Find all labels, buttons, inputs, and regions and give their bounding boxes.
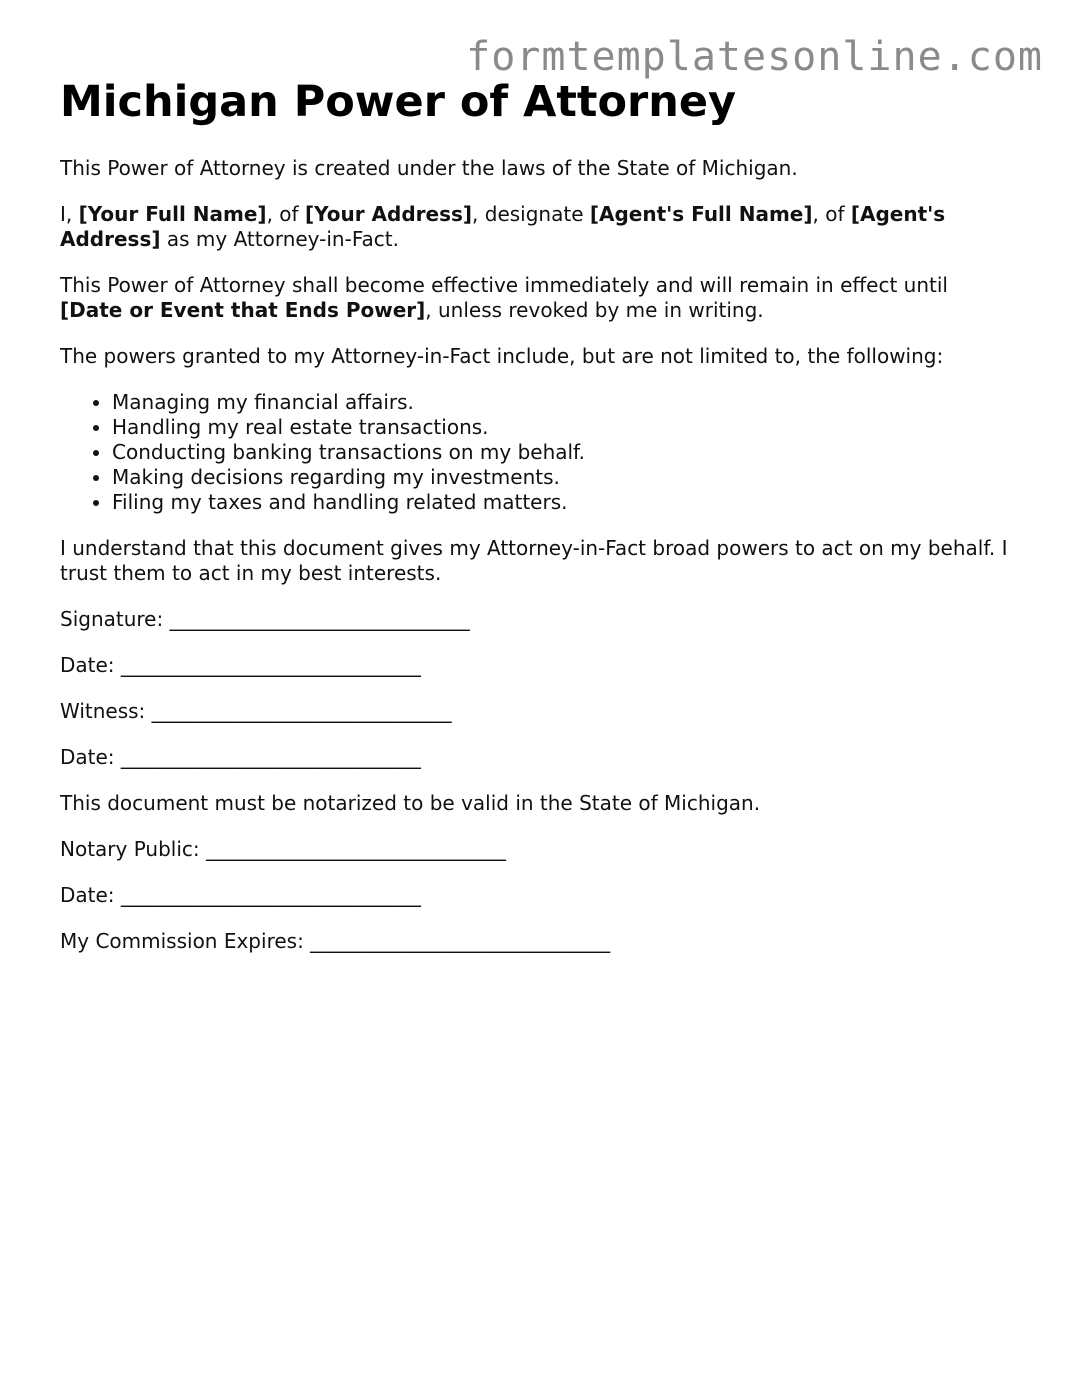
designation-paragraph xyxy=(60,202,1010,252)
principal-address-placeholder: [Your Address] xyxy=(304,202,473,226)
powers-list xyxy=(60,390,1010,515)
list-item: • Handling my real estate transactions. xyxy=(112,415,1010,440)
designation-text-3: , designate xyxy=(472,202,590,226)
list-item: • Making decisions regarding my investments. xyxy=(112,465,1010,490)
agent-address-placeholder: [Agent's Address] xyxy=(60,202,946,251)
designation-text-4: , of xyxy=(812,202,851,226)
designation-text-5: as my Attorney-in-Fact. xyxy=(160,227,399,251)
signature-line: Signature: ______________________________ xyxy=(60,607,470,631)
agent-name-placeholder: [Agent's Full Name] xyxy=(589,202,813,226)
commission-expires-line: My Commission Expires: ______________________________ xyxy=(60,929,611,953)
document-body xyxy=(60,74,1010,975)
list-item: • Filing my taxes and handling related matters. xyxy=(112,490,1010,515)
document-title: Michigan Power of Attorney xyxy=(60,77,737,127)
effective-text-1: This Power of Attorney shall become effective immediately and will remain in effect until xyxy=(60,273,948,297)
watermark: formtemplatesonline.com xyxy=(466,34,1043,80)
effective-paragraph xyxy=(60,273,1010,323)
notary-note: This document must be notarized to be valid in the State of Michigan. xyxy=(60,791,761,815)
list-item: • Managing my financial affairs. xyxy=(112,390,1010,415)
notary-date-line: Date: ______________________________ xyxy=(60,883,421,907)
signature-date-line: Date: ______________________________ xyxy=(60,653,421,677)
intro-paragraph: This Power of Attorney is created under the laws of the State of Michigan. xyxy=(60,156,798,180)
effective-text-2: , unless revoked by me in writing. xyxy=(425,298,764,322)
list-item: • Conducting banking transactions on my behalf. xyxy=(112,440,1010,465)
witness-line: Witness: ______________________________ xyxy=(60,699,452,723)
principal-name-placeholder: [Your Full Name] xyxy=(78,202,267,226)
designation-text-1: I, xyxy=(60,202,79,226)
understanding-paragraph: I understand that this document gives my Attorney-in-Fact broad powers to act on my behalf. I trust them to act in my best interests. xyxy=(60,536,1008,585)
notary-public-line: Notary Public: ______________________________ xyxy=(60,837,506,861)
witness-date-line: Date: ______________________________ xyxy=(60,745,421,769)
designation-text-2: , of xyxy=(266,202,305,226)
powers-intro: The powers granted to my Attorney-in-Fact include, but are not limited to, the following: xyxy=(60,344,944,368)
end-condition-placeholder: [Date or Event that Ends Power] xyxy=(60,298,426,322)
